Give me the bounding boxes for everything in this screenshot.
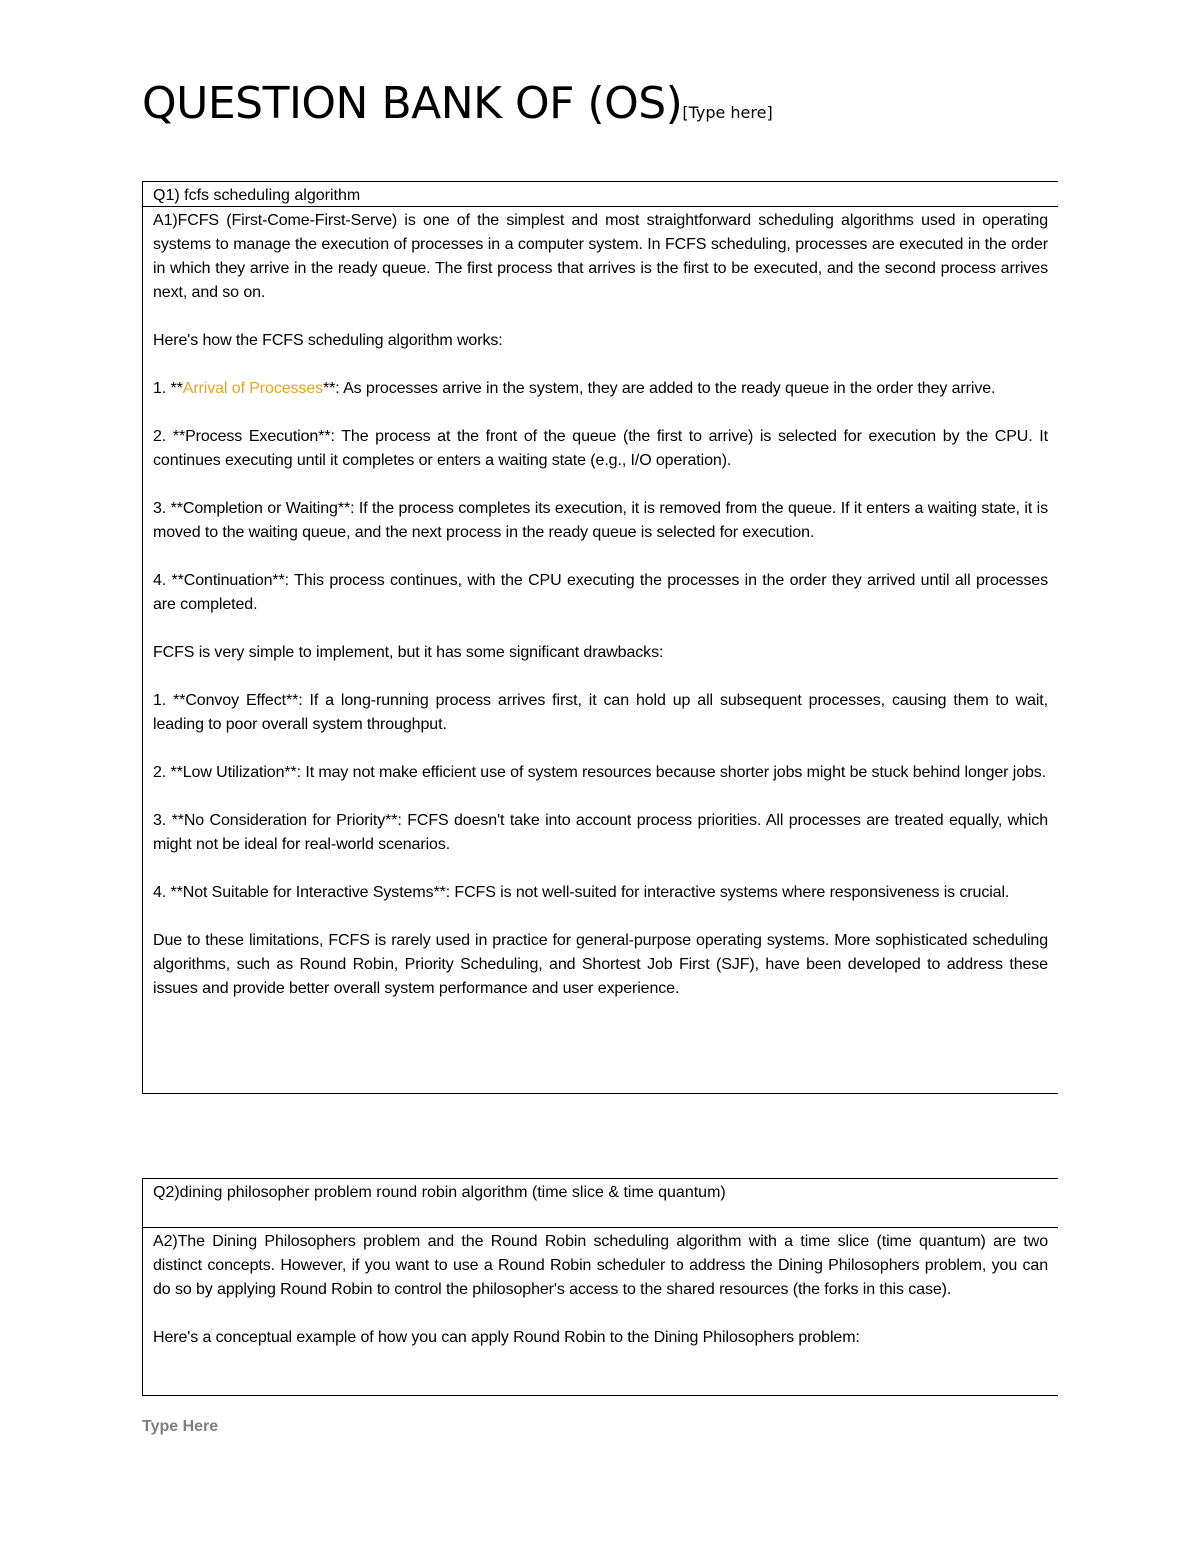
step-1-highlight: Arrival of Processes xyxy=(182,380,324,397)
step-1-rest: **: As processes arrive in the system, they are added to the ready queue in the order they arrive. xyxy=(323,380,996,397)
answer-2-example: Here's a conceptual example of how you can apply Round Robin to the Dining Philosophers problem: xyxy=(153,1329,860,1346)
answer-1-conclusion: Due to these limitations, FCFS is rarely used in practice for general-purpose operating systems. More sophisticated scheduling algorithms, such as Round Robin, Priority Scheduling, and Shortest Job First (SJF), have been developed to address these issues and provide better overall system performance and user experience. xyxy=(153,932,1048,997)
question-row-2 xyxy=(143,1179,1058,1227)
question-box-1 xyxy=(142,181,1058,1094)
footer-placeholder[interactable]: Type Here xyxy=(142,1418,219,1435)
answer-1-step-2: 2. **Process Execution**: The process at the front of the queue (the first to arrive) is selected for execution by the CPU. It continues executing until it completes or enters a waiting state (e.g., I/O operation). xyxy=(153,428,1048,469)
answer-1-drawback-3: 3. **No Consideration for Priority**: FCFS doesn't take into account process priorities. All processes are treated equally, which might not be ideal for real-world scenarios. xyxy=(153,812,1048,853)
answer-2-intro: A2)The Dining Philosophers problem and the Round Robin scheduling algorithm with a time slice (time quantum) are two distinct concepts. However, if you want to use a Round Robin scheduler to address the Dining Philosophers problem, you can do so by applying Round Robin to control the philosopher's access to the shared resources (the forks in this case). xyxy=(153,1233,1048,1298)
answer-1-drawbacks-intro: FCFS is very simple to implement, but it has some significant drawbacks: xyxy=(153,644,664,661)
page-title xyxy=(142,78,773,129)
answer-row-2 xyxy=(143,1227,1058,1350)
title-text: QUESTION BANK OF (OS) xyxy=(142,78,683,129)
question-1-text: Q1) fcfs scheduling algorithm xyxy=(153,187,361,204)
step-1-prefix: 1. ** xyxy=(153,380,183,397)
answer-1-step-1 xyxy=(153,377,1048,401)
answer-1-drawback-2: 2. **Low Utilization**: It may not make efficient use of system resources because shorter jobs might be stuck behind longer jobs. xyxy=(153,764,1047,781)
answer-1-drawback-4: 4. **Not Suitable for Interactive Systems**: FCFS is not well-suited for interactive systems where responsiveness is crucial. xyxy=(153,884,1010,901)
answer-1-how-works: Here's how the FCFS scheduling algorithm works: xyxy=(153,332,503,349)
answer-1-intro: A1)FCFS (First-Come-First-Serve) is one of the simplest and most straightforward scheduling algorithms used in operating systems to manage the execution of processes in a computer system. In FCFS scheduling, processes are executed in the order in which they arrive in the ready queue. The first process that arrives is the first to be executed, and the second process arrives next, and so on. xyxy=(153,212,1048,301)
question-row-1 xyxy=(143,182,1058,206)
answer-row-1 xyxy=(143,206,1058,1001)
title-placeholder-hint[interactable]: [Type here] xyxy=(682,103,773,122)
answer-1-step-3: 3. **Completion or Waiting**: If the process completes its execution, it is removed from the queue. If it enters a waiting state, it is moved to the waiting queue, and the next process in the ready queue is selected for execution. xyxy=(153,500,1048,541)
answer-1-drawback-1: 1. **Convoy Effect**: If a long-running process arrives first, it can hold up all subsequent processes, causing them to wait, leading to poor overall system throughput. xyxy=(153,692,1048,733)
answer-1-step-4: 4. **Continuation**: This process continues, with the CPU executing the processes in the order they arrived until all processes are completed. xyxy=(153,572,1048,613)
question-2-text: Q2)dining philosopher problem round robin algorithm (time slice & time quantum) xyxy=(153,1184,726,1201)
question-box-2 xyxy=(142,1178,1058,1396)
